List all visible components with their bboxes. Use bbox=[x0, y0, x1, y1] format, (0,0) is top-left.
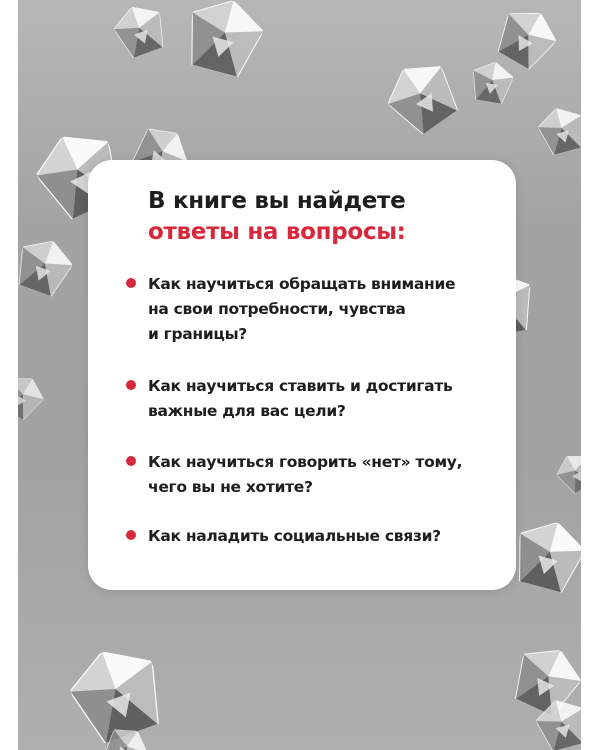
crystal-gem-icon bbox=[535, 103, 581, 157]
list-item-text: Как научиться ставить и достигать важные для вас цели? bbox=[148, 377, 453, 420]
crystal-gem-icon bbox=[18, 233, 77, 300]
title-line-1: В книге вы найдете bbox=[148, 188, 406, 214]
list-item-text: Как наладить социальные связи? bbox=[148, 527, 441, 545]
list-item-text: Как научиться обращать внимание на свои потребности, чувства и границы? bbox=[148, 275, 456, 343]
crystal-gem-icon bbox=[180, 0, 268, 80]
bullet-dot-icon bbox=[126, 278, 136, 288]
list-item-text: Как научиться говорить «нет» тому, чего вы не хотите? bbox=[148, 453, 463, 496]
crystal-gem-icon bbox=[469, 59, 515, 105]
bullet-dot-icon bbox=[126, 530, 136, 540]
title-line-2: ответы на вопросы: bbox=[148, 219, 406, 245]
crystal-gem-icon bbox=[551, 447, 581, 496]
card-title bbox=[148, 186, 406, 248]
questions-card bbox=[88, 160, 516, 590]
crystal-gem-icon bbox=[109, 0, 171, 61]
bullet-dot-icon bbox=[126, 456, 136, 466]
crystal-gem-icon bbox=[509, 515, 581, 596]
crystal-gem-icon bbox=[18, 369, 49, 424]
crystal-gem-icon bbox=[377, 51, 466, 140]
bullet-dot-icon bbox=[126, 380, 136, 390]
